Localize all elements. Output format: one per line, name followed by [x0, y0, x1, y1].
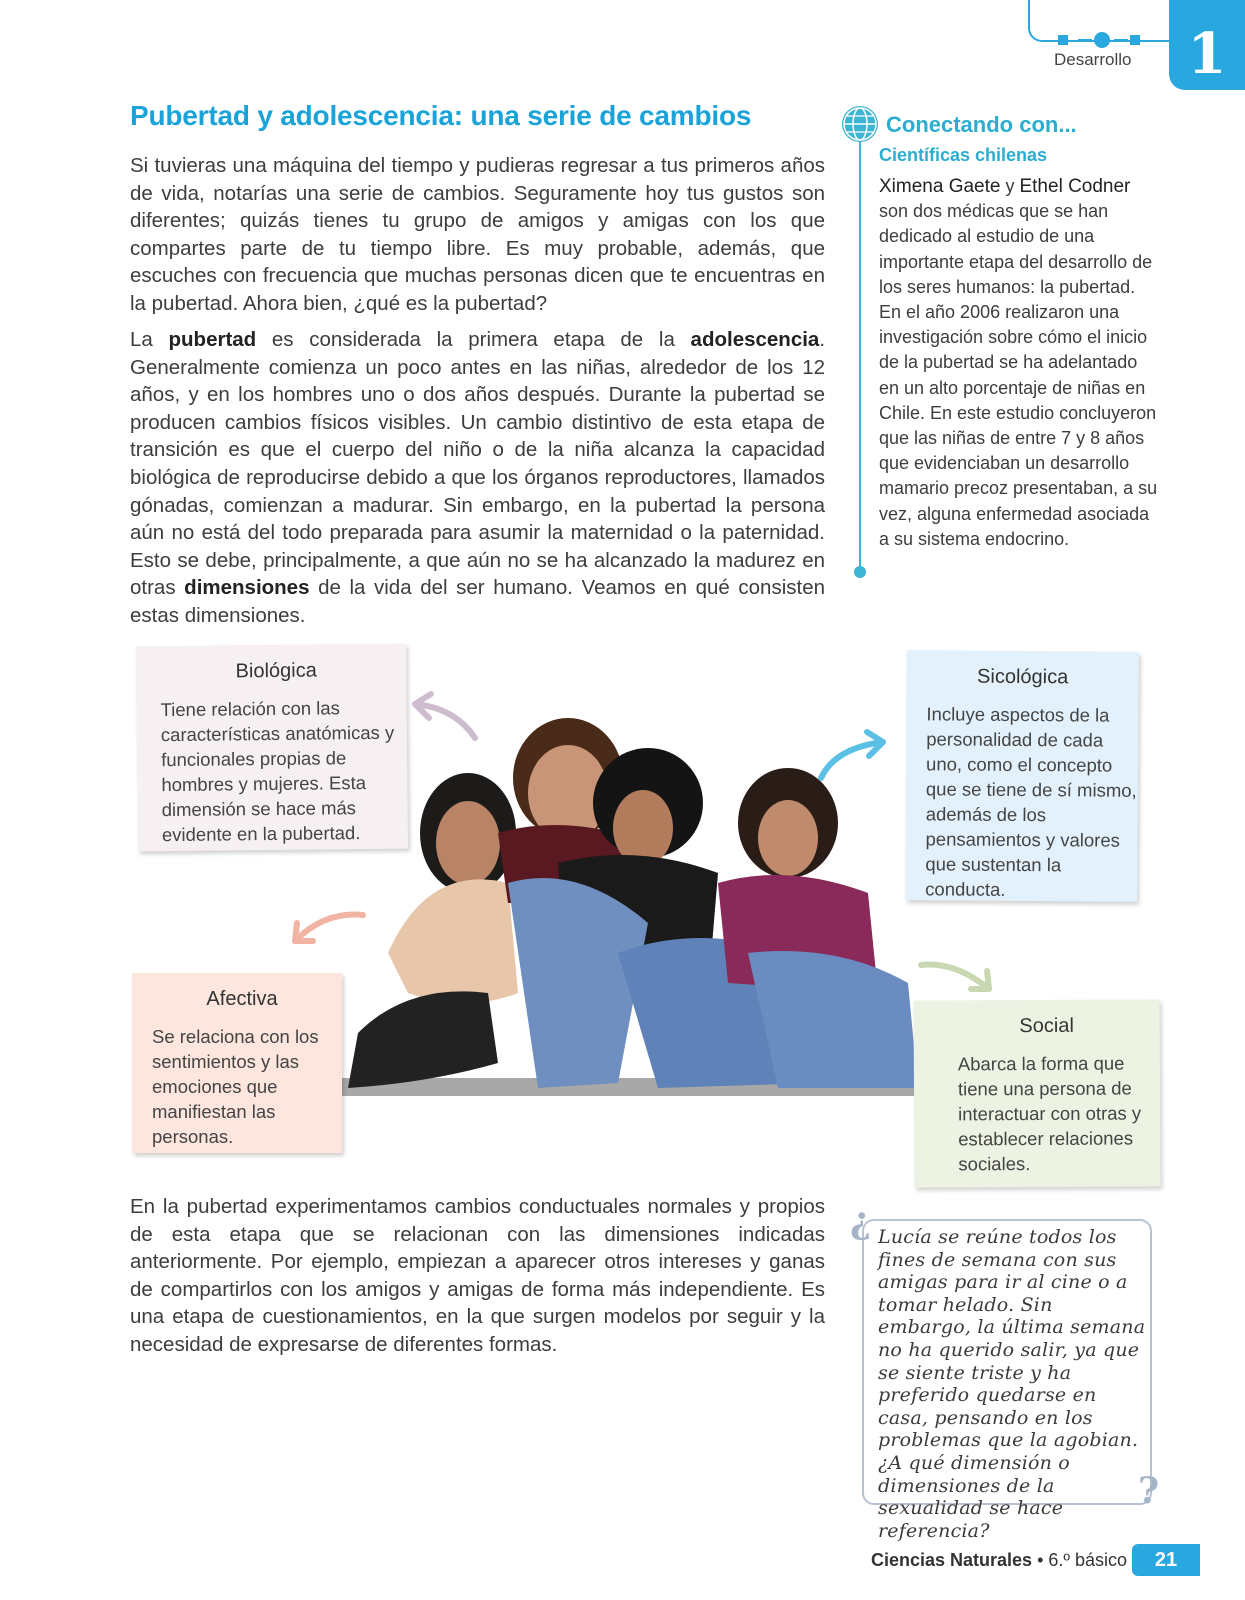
- term-dimensiones: dimensiones: [184, 576, 310, 600]
- note-afectiva-title: Afectiva: [206, 988, 278, 1010]
- puberty-paragraph: La pubertad es considerada la primera etapa de la adolescencia. Generalmente comienza un poco antes en las niñas, alrededor de los 12 años, y en los hombres uno o dos años después. Durante la pubertad se producen cambios físicos visibles. Un cambio distintivo de esta etapa de transición es que el cuerpo del niño o de la niña alcanza la capacidad biológica de reproducirse debido a que los órganos reproductores, llamados gónadas, comienzan a madurar. Sin embargo, en la pubertad la persona aún no está del todo preparada para asumir la maternidad o la paternidad. Esto se debe, principalmente, a que aún no se ha alcanzado la madurez en otras dimensiones de la vida del ser humano. Veamos en qué consisten estas dimensiones.: [130, 328, 826, 627]
- sidebar-text: Ximena Gaete y Ethel Codner son dos médicas que se han dedicado al estudio de una importante etapa del desarrollo de los seres humanos: la pubertad. En el año 2006 realizaron una investigación sobre cómo el inicio de la pubertad se ha adelantado en un alto porcentaje de niñas en Chile. En este estudio concluyeron que las niñas de entre 7 y 8 años que evidenciaban un desarrollo mamario precoz presentaban, a su vez, alguna enfermedad asociada a su sistema endocrino.: [879, 176, 1158, 549]
- arrow-to-social: [915, 955, 1000, 1000]
- sidebar-title: Conectando con...: [886, 112, 1077, 137]
- footer-grade: 6.º básico: [1048, 1550, 1127, 1570]
- intro-paragraph: Si tuvieras una máquina del tiempo y pudieras regresar a tus primeros años de vida, notarías una serie de cambios. Seguramente hoy tus gustos son diferentes; quizás tienes tu grupo de amigos y amigas con los que compartes parte de tu tiempo libre. Es muy probable, además, que escuches con frecuencia que muchas personas dicen que te encuentras en la pubertad. Ahora bien, ¿qué es la pubertad?: [130, 154, 825, 315]
- unit-number-badge: 1: [1169, 0, 1245, 90]
- question-close-mark: ?: [1138, 1470, 1160, 1512]
- arrow-to-biologica: [405, 690, 485, 750]
- note-biologica-text: Tiene relación con las características anatómicas y funcionales propias de hombres y mujeres. Esta dimensión se hace más evidente en la pubertad.: [160, 697, 395, 846]
- sidebar-subtitle: Científicas chilenas: [879, 145, 1048, 165]
- note-social: [914, 999, 1161, 1187]
- question-text: Lucía se reúne todos los fines de semana con sus amigas para ir al cine o a tomar helado. Sin embargo, la última semana no ha querido salir, ya que se siente triste y ha preferido quedarse en casa, pensando en los problemas que la agobian. ¿A qué dimensión o dimensiones de la sexualidad se hace referencia?: [878, 1226, 1146, 1542]
- header-progress-dots: [1058, 32, 1178, 48]
- arrow-to-sicologica: [815, 728, 895, 788]
- globe-icon: [842, 106, 878, 142]
- note-social-title: Social: [1019, 1014, 1074, 1038]
- sidebar-divider-end: [854, 566, 866, 578]
- sidebar-divider: [859, 142, 861, 570]
- note-biologica-title: Biológica: [235, 659, 317, 683]
- section-label: Desarrollo: [1054, 50, 1132, 69]
- note-sicologica: [905, 650, 1139, 902]
- footer-subject: Ciencias Naturales: [870, 1550, 1033, 1570]
- note-afectiva-text: Se relaciona con los sentimientos y las emociones que manifiestan las personas.: [152, 1026, 319, 1147]
- arrow-to-afectiva: [285, 905, 370, 955]
- page-title: Pubertad y adolescencia: una serie de cambios: [130, 100, 752, 131]
- note-social-text: Abarca la forma que tiene una persona de interactuar con otras y establecer relaciones sociales.: [957, 1052, 1142, 1175]
- note-biologica: [136, 644, 408, 852]
- closing-paragraph: En la pubertad experimentamos cambios conductuales normales y propios de esta etapa que se relacionan con las dimensiones indicadas anteriormente. Por ejemplo, empiezan a aparecer otros intereses y ganas de compartirlos con los amigos y amigas de forma más independiente. Es una etapa de cuestionamientos, en la que surgen modelos por seguir y la necesidad de expresarse de diferentes formas.: [130, 1195, 825, 1356]
- note-sicologica-title: Sicológica: [977, 665, 1069, 689]
- footer-course: Ciencias Naturales • 6.º básico: [870, 1550, 1127, 1570]
- page-number: 21: [1132, 1544, 1200, 1576]
- question-open-mark: ¿: [850, 1200, 872, 1242]
- term-pubertad: pubertad: [168, 328, 257, 351]
- note-sicologica-text: Incluye aspectos de la personalidad de cada uno, como el concepto que se tiene de sí mismo, además de los pensamientos y valores que sustentan la conducta.: [925, 703, 1137, 900]
- term-adolescencia: adolescencia: [690, 328, 820, 351]
- note-afectiva: [132, 973, 342, 1153]
